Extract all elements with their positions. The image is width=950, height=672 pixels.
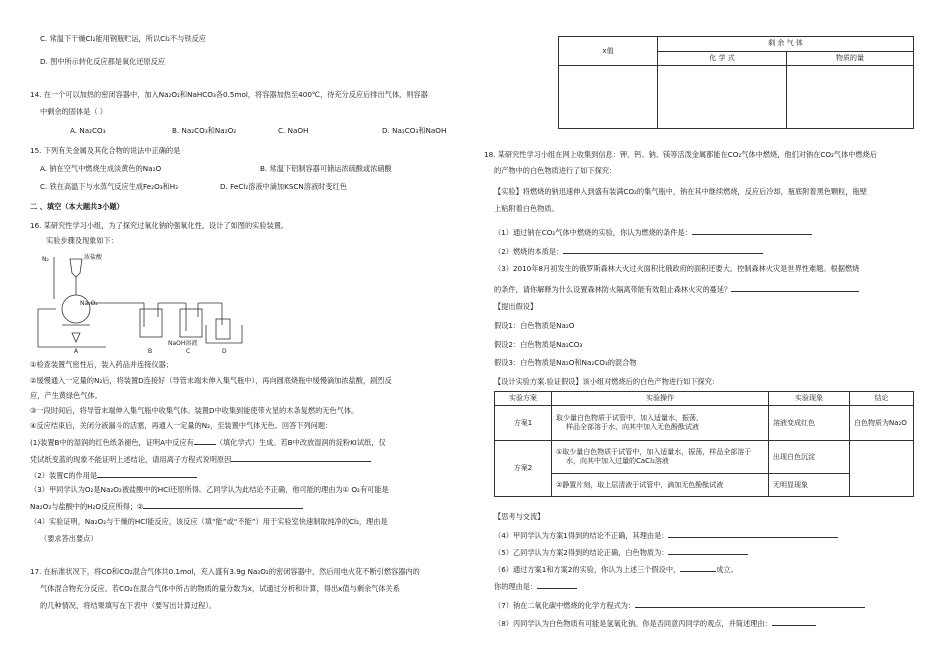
- header-conclusion: 结论: [850, 392, 914, 406]
- q14-option-b: B. Na₂CO₃和Na₂O₂: [172, 126, 237, 135]
- q18-part-5-text: （5）乙同学认为方案2得到的结论正确，白色物质为：: [494, 548, 669, 557]
- q18-stem-2: 的产物中的白色物质进行了如下探究：: [494, 166, 617, 175]
- answer-blank[interactable]: [668, 529, 838, 538]
- experiment-text: 【实验】将燃烧的钠迅速伸入到盛有装满CO₂的集气瓶中，钠在其中继续燃烧，反应后冷却，瓶底附着黑色颗粒，瓶壁: [494, 187, 867, 196]
- plan-1-operation: [552, 406, 769, 441]
- q15-option-a: A. 钠在空气中燃烧生成淡黄色的Na₂O: [40, 164, 162, 173]
- part-3b: [30, 500, 303, 511]
- experiment-text-2: 上粘附着白色物质。: [494, 204, 559, 213]
- plan-2-label: 方案2: [495, 441, 552, 497]
- answer-blank[interactable]: [143, 500, 303, 509]
- answer-blank[interactable]: [692, 226, 812, 235]
- answer-blank[interactable]: [97, 469, 197, 478]
- q14-stem-2: 中剩余的固体是（ ）: [40, 107, 107, 116]
- answer-blank[interactable]: [731, 283, 859, 292]
- answer-blank[interactable]: [772, 617, 816, 626]
- step-4: ④反应结束后，关闭分液漏斗的活塞，再通入一定量的N₂，至装置中气体无色。回答下列问题：: [30, 421, 333, 430]
- answer-blank[interactable]: [668, 546, 748, 555]
- plan-2-phenomenon-2: 无明显现象: [769, 474, 850, 497]
- q18-part-5: [494, 546, 748, 557]
- table-cell[interactable]: [787, 66, 914, 129]
- answer-blank[interactable]: [635, 599, 865, 608]
- plan-2-op-line-2: 水，向其中加入过量的CaCl₂溶液: [566, 457, 669, 465]
- q18-part-2: [494, 245, 763, 256]
- label-d: D: [222, 348, 227, 355]
- q15-option-d: D. FeCl₂溶液中滴加KSCN溶液时变红色: [220, 182, 347, 191]
- part-4b: （要求答出要点）: [40, 534, 98, 543]
- q18-part-8-text: （8）丙同学认为白色物质有可能是氢氧化钠。你是否同意丙同学的观点，并简述理由：: [494, 619, 772, 628]
- step-2b: 应，产生黄绿色气体。: [30, 391, 102, 400]
- plan-1-op-line-1: 取少量白色物质于试管中，加入适量水，振荡，: [556, 414, 703, 422]
- q14-option-a: A. Na₂CO₃: [70, 126, 106, 135]
- q18-part-4-text: （4）甲同学认为方案1得到的结论不正确，其理由是：: [494, 531, 669, 540]
- q18-experiment-table: [494, 391, 914, 497]
- q17-answer-table: [558, 36, 914, 129]
- q18-part-6-text: （6）通过方案1和方案2的实验，你认为上述三个假设中，: [494, 565, 681, 574]
- plan-1-label: 方案1: [495, 406, 552, 441]
- header-operation: 实验操作: [552, 392, 769, 406]
- q17-stem-2: 气体混合物充分反应。若CO₂在混合气体中所占的物质的量分数为x，试通过分析和计算，得出x值与剩余气体关系: [40, 584, 400, 593]
- q13-option-d: D. 图中所示转化反应都是氧化还原反应: [40, 57, 166, 66]
- part-1: [30, 436, 386, 447]
- label-acid: 浓盐酸: [84, 254, 103, 261]
- q15-stem: 15. 下列有关金属及其化合物的说法中正确的是: [30, 146, 181, 155]
- table-cell[interactable]: [658, 66, 787, 129]
- part-1c-text: 凭试纸变蓝的现象不能证明上述结论，请用离子方程式说明原因: [30, 455, 232, 464]
- step-1: ①检查装置气密性后，装入药品并连接仪器；: [30, 360, 174, 369]
- table-cell[interactable]: [559, 66, 658, 129]
- plan-1-phenomenon: 溶液变成红色: [769, 406, 850, 441]
- q17-stem-3: 的几种情况，将结果填写在下表中（要写出计算过程）。: [40, 601, 217, 610]
- plan-2-op-line-1: ①取少量白色物质于试管中，加入适量水，振荡，样品全部溶于: [556, 448, 752, 456]
- hypothesis-2: 假设2：白色物质是Na₂CO₃: [494, 340, 583, 349]
- step-2: ②缓慢通入一定量的N₂后，将装置D连接好（导管末端未伸入集气瓶中），再向圆底烧瓶中缓慢滴加浓盐酸，剧烈反: [30, 376, 392, 385]
- part-2: [30, 469, 197, 480]
- q16-steps-label: 实验步骤及现象如下：: [46, 236, 118, 245]
- q14-option-c: C. NaOH: [278, 126, 309, 135]
- q18-part-7-text: （7）钠在二氧化碳中燃烧的化学方程式为：: [494, 601, 636, 610]
- part-1-text-b: （填化学式）生成。若B中改放湿润的淀粉KI试纸，仅: [215, 438, 386, 447]
- label-n2: N₂: [42, 256, 49, 263]
- q13-option-c: C. 常温下干燥Cl₂能用钢瓶贮运，所以Cl₂不与铁反应: [40, 34, 206, 43]
- label-na2o2: Na₂O₂: [80, 300, 98, 307]
- apparatus-figure: [36, 247, 246, 355]
- header-plan: 实验方案: [495, 392, 552, 406]
- section-heading: 二 、填空（本大题共3小题）: [30, 202, 124, 211]
- q14-option-d: D. Na₂CO₃和NaOH: [382, 126, 447, 135]
- label-a: A: [74, 348, 79, 355]
- q15-option-b: B. 常温下铝制容器可储运浓硫酸或浓硝酸: [260, 164, 392, 173]
- q16-stem: 16. 某研究性学习小组，为了探究过氧化钠的强氧化性，设计了如图的实验装置。: [30, 221, 289, 230]
- q18-part-7: [494, 599, 865, 610]
- plan-2-operation-2: ②静置片刻，取上层清液于试管中，滴加无色酚酞试液: [552, 474, 769, 497]
- label-b: B: [148, 348, 153, 355]
- answer-blank[interactable]: [680, 563, 716, 572]
- q18-part-8: [494, 617, 816, 628]
- formula-header: 化 学 式: [658, 51, 787, 66]
- q18-part-3b-text: 的条件，请你解释为什么设置森林防火隔离带能有效阻止森林火灾的蔓延？: [494, 285, 732, 294]
- plan-1-op-line-2: 样品全部溶于水，向其中加入无色酚酞试液: [566, 423, 699, 431]
- answer-blank[interactable]: [194, 436, 216, 445]
- q15-option-c: C. 铁在高温下与水蒸气反应生成Fe₂O₃和H₂: [40, 182, 179, 191]
- remaining-gas-header: 剩 余 气 体: [658, 37, 914, 52]
- label-naoh: NaOH溶液: [168, 340, 198, 347]
- q18-part-6c-text: 你的理由是：: [494, 582, 538, 591]
- x-value-header: x值: [559, 37, 658, 66]
- hypothesis-3: 假设3：白色物质是Na₂O和Na₂CO₃的混合物: [494, 358, 637, 367]
- plan-2-conclusion[interactable]: [850, 441, 914, 497]
- part-3: （3）甲同学认为O₂是Na₂O₂被盐酸中的HCl还原所得。乙同学认为此结论不正确，他可能的理由为① O₂有可能是: [30, 485, 389, 494]
- part-3b-text: Na₂O₂与盐酸中的H₂O反应所得；②: [30, 502, 144, 511]
- plan-1-conclusion: 白色物质为Na₂O: [850, 406, 914, 441]
- hypothesis-heading: 【提出假设】: [494, 302, 538, 311]
- think-heading: 【思考与交流】: [494, 512, 545, 521]
- q18-stem: 18. 某研究性学习小组在网上收集到信息：钾、钙、钠、镁等活泼金属都能在CO₂气体中燃烧，他们对钠在CO₂气体中燃烧后: [484, 150, 878, 159]
- q17-stem: 17. 在标准状况下，将CO和CO₂混合气体共0.1mol，充入盛有3.9g Na₂O₂的密闭容器中，然后用电火花不断引燃容器内的: [30, 567, 420, 576]
- part-1c: [30, 453, 371, 464]
- q18-part-4: [494, 529, 838, 540]
- part-2-text: （2）装置C的作用是: [30, 471, 98, 480]
- q14-stem: 14. 在一个可以加热的密闭容器中，加入Na₂O₂和NaHCO₃各0.5mol，将容器加热至400℃，待充分反应后排出气体，则容器: [30, 90, 428, 99]
- q18-part-6c: [494, 580, 577, 591]
- answer-blank[interactable]: [563, 245, 763, 254]
- hypothesis-1: 假设1：白色物质是Na₂O: [494, 321, 575, 330]
- header-phenomenon: 实验现象: [769, 392, 850, 406]
- q18-part-1-text: （1）通过钠在CO₂气体中燃烧的实验，你认为燃烧的条件是：: [494, 228, 692, 237]
- part-4: （4）实验证明，Na₂O₂与干燥的HCl能反应，该反应（填“能”或“不能”）用于实验室快速制取纯净的Cl₂，理由是: [30, 517, 388, 526]
- amount-header: 物质的量: [787, 51, 914, 66]
- answer-blank[interactable]: [231, 453, 371, 462]
- q18-part-6: [494, 563, 738, 574]
- plan-2-phenomenon-1: 出现白色沉淀: [769, 441, 850, 474]
- step-3: ③一段时间后，将导管末端伸入集气瓶中收集气体。装置D中收集到能使带火星的木条复燃的无色气体。: [30, 406, 359, 415]
- design-heading: 【设计实验方案.验证假设】该小组对燃烧后的白色产物进行如下探究：: [494, 377, 720, 386]
- q18-part-3: （3）2010年8月初发生的俄罗斯森林大火过火面积比俄政府的面积还要大。控制森林火灾是世界性难题。根据燃烧: [494, 264, 860, 273]
- label-c: C: [186, 348, 191, 355]
- part-1-text: (1)装置B中的湿润的红色纸条褪色，证明A中反应有: [30, 438, 194, 447]
- q18-part-2-text: （2）燃烧的本质是：: [494, 247, 564, 256]
- q18-part-3b: [494, 283, 859, 294]
- q18-part-1: [494, 226, 812, 237]
- plan-2-operation-1: [552, 441, 769, 474]
- q18-part-6-tail: 成立。: [716, 565, 738, 574]
- answer-blank[interactable]: [537, 580, 577, 589]
